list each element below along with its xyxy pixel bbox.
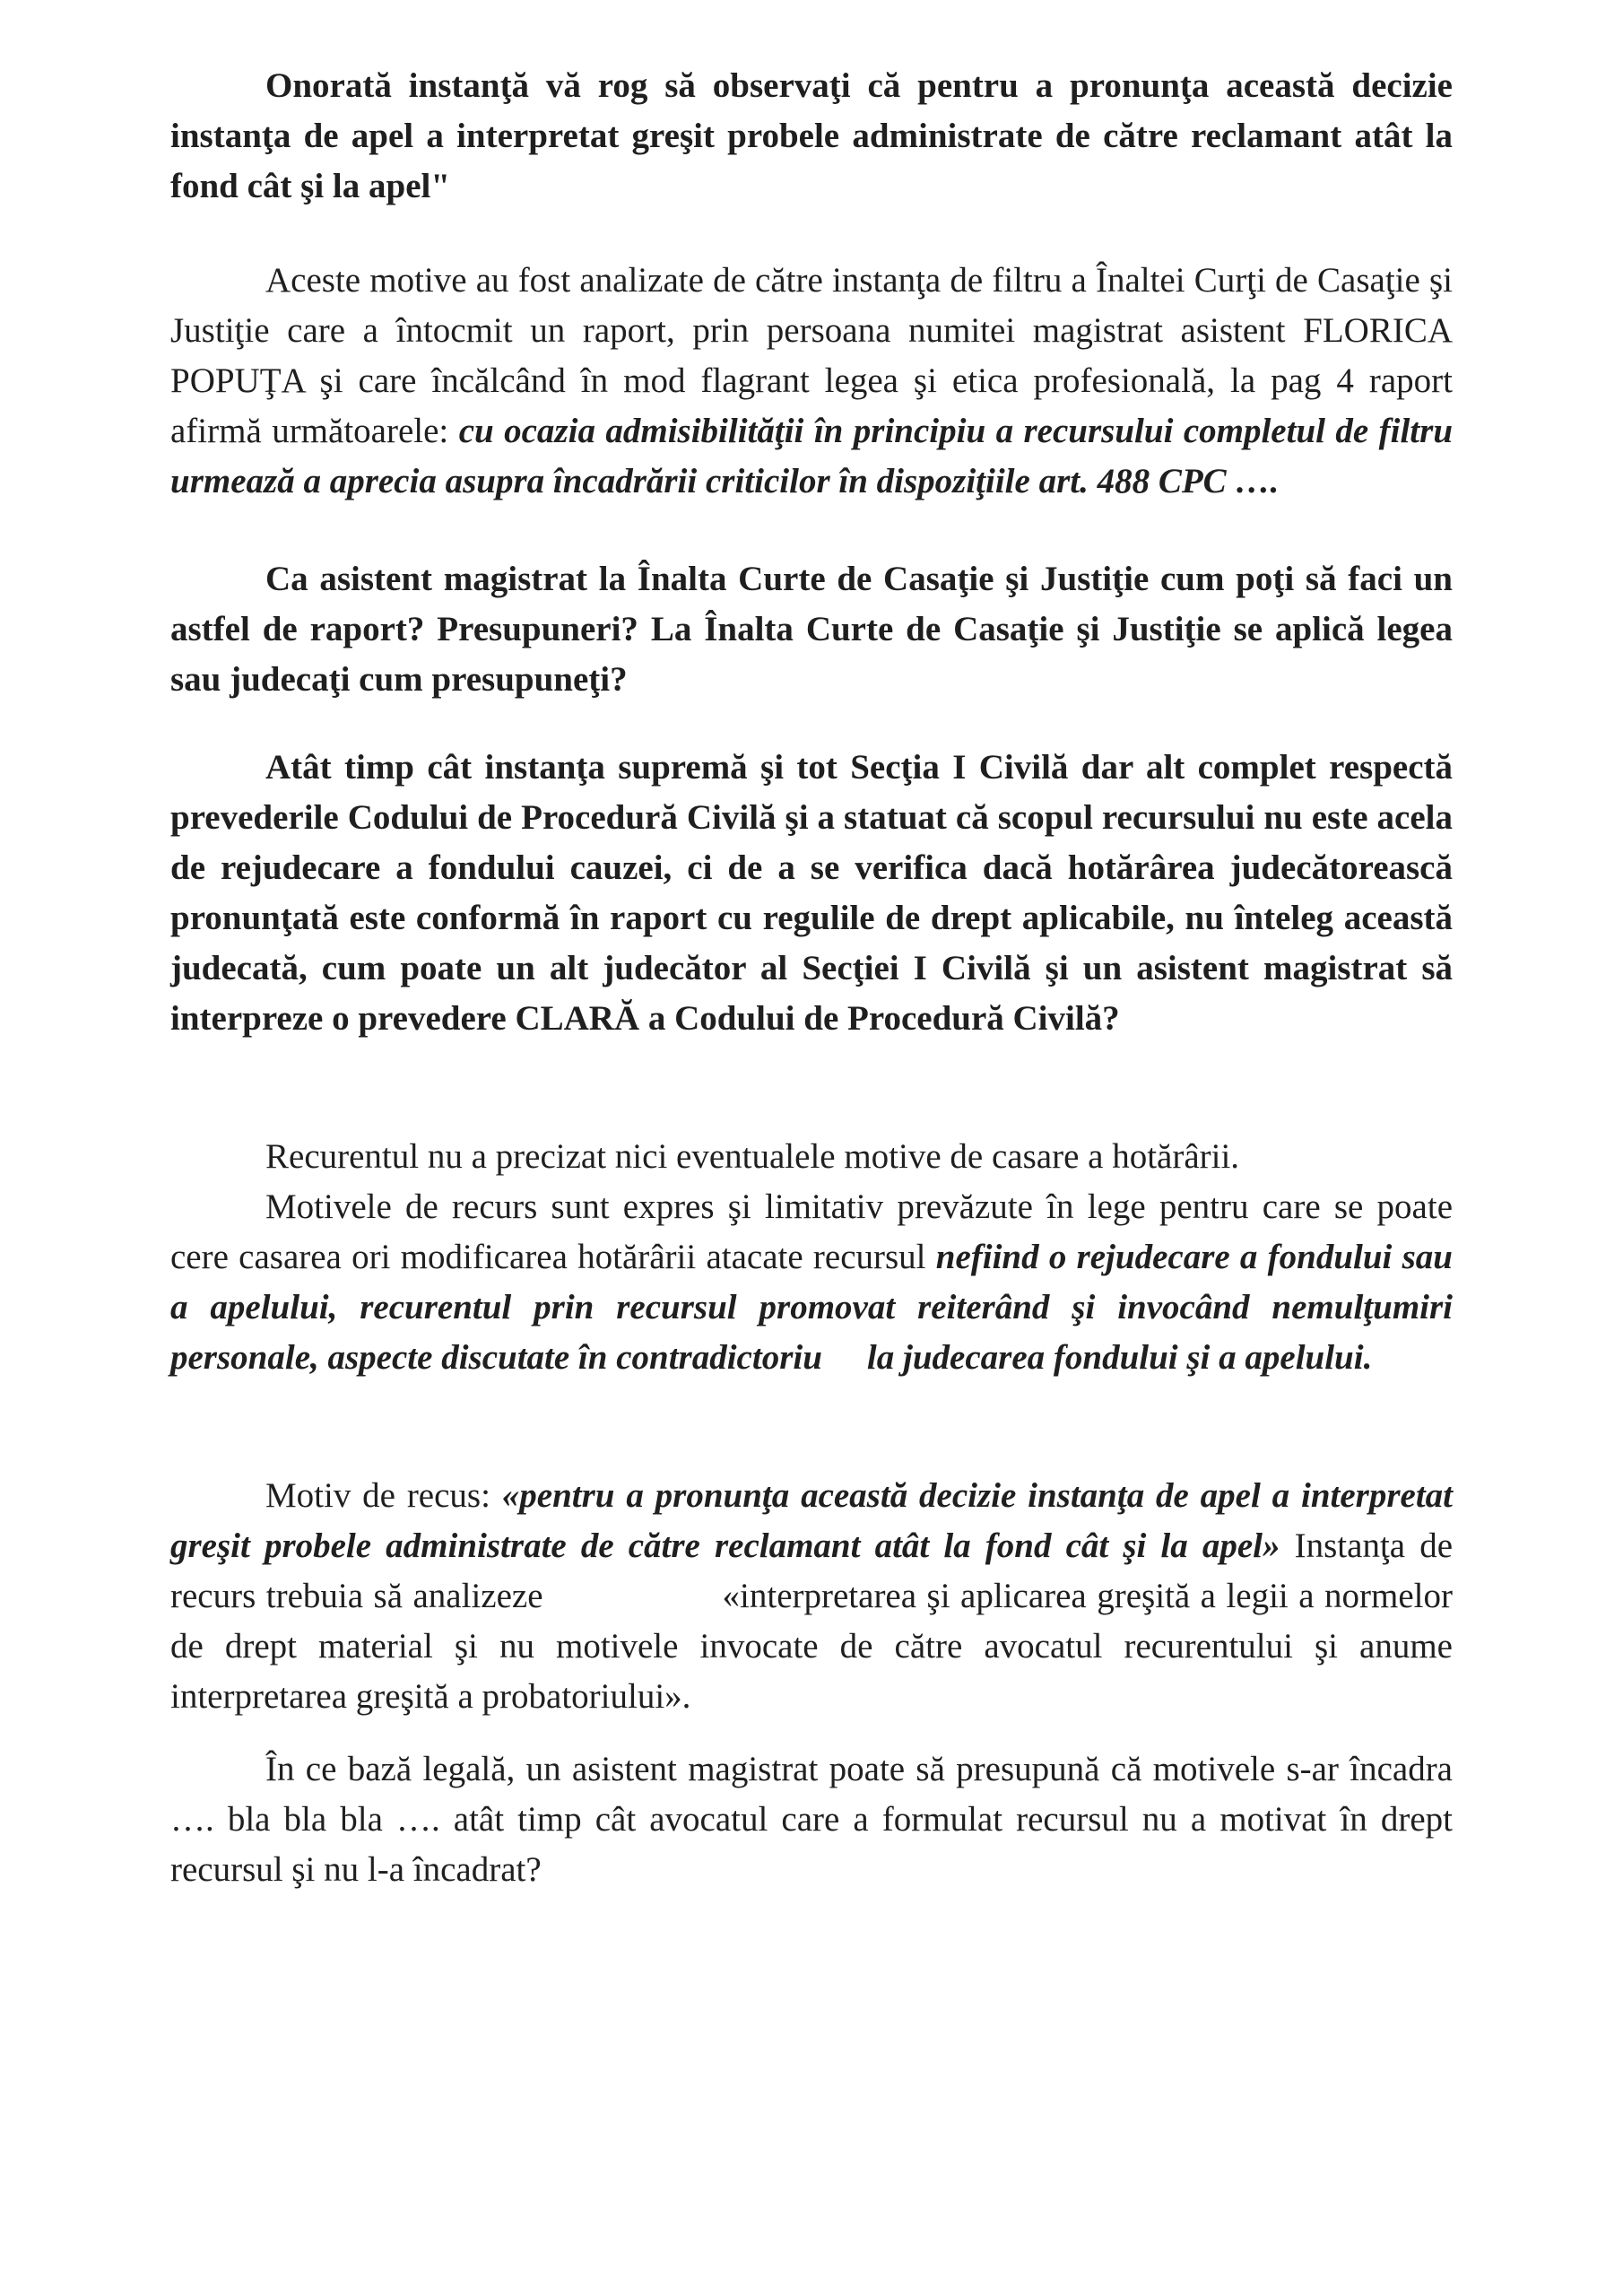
- paragraph-6-quote-a: nefiind o rejudecare a fondului sau a apelului, recurentul prin recursul promovat reiterând şi invocând nemulţumiri personale, aspecte discutate în contradictoriu: [170, 1238, 1453, 1377]
- paragraph-2-quote: cu ocazia admisibilităţii în principiu a recursului completul de filtru urmează a aprecia asupra încadrării criticilor în dispoziţiile art. 488 CPC ….: [170, 412, 1454, 500]
- paragraph-8: [170, 1744, 1453, 1895]
- paragraph-5: [170, 1132, 1453, 1182]
- paragraph-6-text: Motivele de recurs sunt expres şi limitativ prevăzute în lege pentru care se poate cere casarea ori modificarea hotărârii atacate recursul: [170, 1187, 1453, 1276]
- paragraph-4-text: Atât timp cât instanţa supremă şi tot Secţia I Civilă dar alt complet respectă prevederile Codului de Procedură Civilă şi a statuat că scopul recursului nu este acela de rejudecare a fondului cauzei, ci de a se verifica dacă hotărârea judecătorească pronunţată este conformă în raport cu regulile de drept aplicabile, nu înteleg această judecată, cum poate un alt judecător al Secţiei I Civilă şi un asistent magistrat să interpreze o prevedere CLARĂ a Codului de Procedură Civilă?: [170, 748, 1453, 1038]
- paragraph-1: [170, 61, 1453, 212]
- paragraph-5-text: Recurentul nu a precizat nici eventualele motive de casare a hotărârii.: [265, 1137, 1240, 1176]
- paragraph-3-text: Ca asistent magistrat la Înalta Curte de Casaţie şi Justiţie cum poţi să faci un astfel de raport? Presupuneri? La Înalta Curte de Casaţie şi Justiţie se aplică legea sau judecaţi cum presupuneţi?: [170, 560, 1453, 699]
- paragraph-1-text: Onorată instanţă vă rog să observaţi că pentru a pronunţa această decizie instanţa de apel a interpretat greşit probele administrate de către reclamant atât la fond cât şi la apel": [170, 66, 1453, 205]
- paragraph-7-text-b: «interpretarea şi aplicarea greşită a legii a normelor de drept material şi nu motivele invocate de către avocatul recurentului şi anume interpretarea greşită a probatoriului».: [170, 1577, 1453, 1716]
- paragraph-2: [170, 256, 1453, 507]
- paragraph-7-text-a: Instanţa de recurs trebuia să analizeze: [170, 1526, 1454, 1615]
- paragraph-7-quote: «pentru a pronunţa această decizie instanţa de apel a interpretat greşit probele administrate de către reclamant atât la fond cât şi la apel»: [170, 1476, 1453, 1565]
- paragraph-3: [170, 554, 1453, 705]
- paragraph-7: [170, 1471, 1453, 1722]
- paragraph-7-label: Motiv de recus:: [265, 1476, 502, 1515]
- paragraph-6-quote-b: la judecarea fondului şi a apelului.: [866, 1338, 1373, 1377]
- paragraph-2-text: Aceste motive au fost analizate de către instanţa de filtru a Înaltei Curţi de Casaţie şi Justiţie care a întocmit un raport, prin persoana numitei magistrat asistent FLORICA POPUŢA şi care încălcând în mod flagrant legea şi etica profesională, la pag 4 raport afirmă următoarele:: [170, 261, 1453, 450]
- paragraph-6: [170, 1182, 1453, 1383]
- paragraph-4: [170, 743, 1453, 1044]
- paragraph-8-text: În ce bază legală, un asistent magistrat poate să presupună că motivele s-ar încadra …. bla bla bla …. atât timp cât avocatul care a formulat recursul nu a motivat în drept recursul şi nu l-a încadrat?: [170, 1750, 1453, 1889]
